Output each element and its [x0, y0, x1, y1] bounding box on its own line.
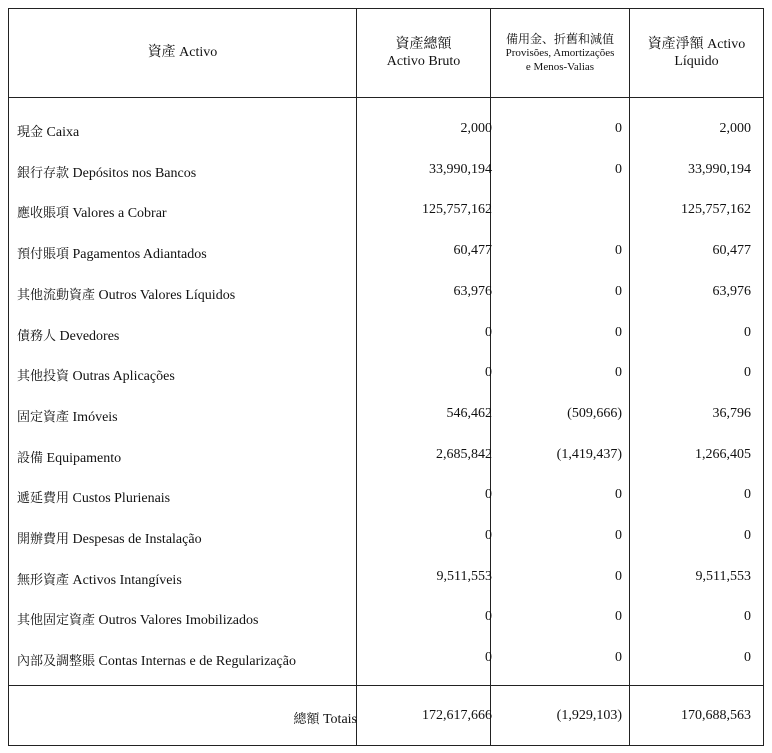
row-label: [17, 609, 258, 629]
table-row: [9, 640, 763, 680]
row-label: [17, 569, 182, 589]
header-divider: [9, 97, 763, 98]
row-label-zh: 應收賬項: [17, 206, 70, 222]
row-label: [17, 650, 296, 670]
row-label-pt: Activos Intangíveis: [72, 572, 182, 588]
row-label: [17, 406, 118, 426]
row-label-pt: Depósitos nos Bancos: [72, 165, 197, 181]
cell-provisoes: 0: [615, 650, 622, 666]
row-label: [17, 365, 175, 385]
row-label-pt: Imóveis: [72, 409, 118, 425]
row-label-zh: 開辦費用: [17, 532, 70, 547]
cell-activo-bruto: 60,477: [453, 243, 492, 259]
table-row: [9, 233, 763, 273]
row-label: [17, 202, 167, 222]
cell-activo-bruto: 0: [485, 650, 492, 666]
row-label-pt: Outros Valores Líquidos: [98, 287, 236, 303]
row-label: [17, 243, 207, 263]
row-label-zh: 其他流動資產: [17, 287, 96, 303]
cell-activo-bruto: 0: [485, 365, 492, 381]
row-label: [17, 162, 196, 182]
row-label-pt: Devedores: [59, 328, 120, 344]
cell-activo-bruto: 33,990,194: [429, 161, 492, 177]
table-row: [9, 477, 763, 517]
row-label-zh: 債務人: [17, 328, 57, 344]
cell-provisoes: 0: [615, 365, 622, 381]
row-label-pt: Caixa: [46, 125, 80, 140]
totals-provisoes: (1,929,103): [556, 708, 622, 723]
header-activo-text: 資產 Activo: [147, 45, 218, 61]
table-row: [9, 315, 763, 355]
cell-activo-liquido: 0: [744, 650, 751, 666]
cell-activo-liquido: 125,757,162: [681, 202, 751, 218]
header-provisoes-pt1: Provisões, Amortizações: [505, 46, 615, 59]
table-row: [9, 111, 763, 151]
cell-activo-bruto: 0: [485, 324, 492, 340]
cell-activo-liquido: 9,511,553: [695, 568, 751, 584]
row-label-pt: Despesas de Instalação: [72, 532, 202, 547]
table-row: [9, 355, 763, 395]
row-label-pt: Pagamentos Adiantados: [72, 247, 207, 263]
row-label-zh: 固定資產: [17, 409, 70, 425]
cell-activo-liquido: 0: [744, 487, 751, 503]
header-activo-bruto-pt: Activo Bruto: [386, 54, 461, 69]
cell-provisoes: 0: [615, 121, 622, 136]
table-row: [9, 396, 763, 436]
row-label-pt: Equipamento: [46, 450, 122, 466]
cell-activo-liquido: 63,976: [712, 283, 751, 299]
cell-activo-liquido: 1,266,405: [695, 446, 751, 462]
header-activo-liquido: [630, 9, 763, 97]
row-label: [17, 284, 235, 304]
cell-activo-liquido: 0: [744, 365, 751, 381]
cell-provisoes: 0: [615, 568, 622, 584]
row-label-pt: Outros Valores Imobilizados: [98, 613, 259, 629]
cell-activo-bruto: 2,685,842: [436, 446, 492, 462]
row-label-zh: 銀行存款: [17, 165, 70, 181]
header-provisoes: [491, 9, 629, 97]
totals-divider: [9, 685, 763, 686]
table-row: [9, 599, 763, 639]
row-label-zh: 遞延費用: [17, 491, 70, 507]
balance-sheet-table: [8, 8, 764, 746]
cell-activo-bruto: 63,976: [453, 283, 492, 299]
totals-label-zh: 總額: [293, 712, 320, 727]
cell-provisoes: 0: [615, 161, 622, 177]
cell-activo-liquido: 33,990,194: [688, 161, 751, 177]
row-label: [17, 325, 119, 345]
cell-activo-bruto: 546,462: [446, 405, 492, 421]
cell-provisoes: (1,419,437): [556, 446, 622, 462]
totals-activo-bruto: 172,617,666: [422, 708, 492, 723]
row-label: [17, 121, 79, 141]
cell-activo-liquido: 0: [744, 609, 751, 625]
cell-provisoes: 0: [615, 243, 622, 259]
row-label: [17, 528, 202, 548]
header-activo: [9, 9, 356, 97]
cell-provisoes: (509,666): [567, 405, 622, 421]
table-row: [9, 274, 763, 314]
cell-activo-bruto: 9,511,553: [436, 568, 492, 584]
header-activo-liquido-line1: 資產淨額 Activo: [647, 36, 746, 52]
cell-provisoes: 0: [615, 609, 622, 625]
cell-provisoes: 0: [615, 528, 622, 543]
cell-provisoes: 0: [615, 283, 622, 299]
row-label-zh: 設備: [17, 450, 44, 466]
row-label-pt: Contas Internas e de Regularização: [98, 654, 296, 670]
cell-activo-bruto: 2,000: [460, 121, 492, 136]
header-activo-liquido-line2: Líquido: [674, 54, 719, 69]
row-label-pt: Valores a Cobrar: [72, 206, 167, 222]
header-provisoes-zh: 備用金、折舊和減值: [505, 31, 614, 46]
cell-provisoes: 0: [615, 324, 622, 340]
row-label-pt: Custos Plurienais: [72, 491, 171, 507]
row-label-zh: 無形資產: [17, 572, 70, 588]
cell-activo-liquido: 36,796: [712, 405, 751, 421]
totals-label-pt: Totais: [322, 712, 357, 727]
table-row: [9, 559, 763, 599]
row-label-zh: 現金: [17, 125, 44, 140]
totals-label: [293, 708, 357, 728]
header-activo-bruto-zh: 資產總額: [395, 36, 452, 52]
row-label: [17, 487, 170, 507]
table-row: [9, 152, 763, 192]
cell-activo-bruto: 0: [485, 487, 492, 503]
cell-activo-liquido: 0: [744, 324, 751, 340]
header-provisoes-pt2: e Menos-Valias: [525, 60, 595, 73]
cell-activo-bruto: 125,757,162: [422, 202, 492, 218]
row-label-zh: 內部及調整賬: [17, 654, 96, 670]
cell-activo-liquido: 60,477: [712, 243, 751, 259]
table-row: [9, 192, 763, 232]
totals-activo-liquido: 170,688,563: [681, 708, 751, 723]
row-label: [17, 447, 121, 467]
cell-activo-bruto: 0: [485, 609, 492, 625]
totals-row: [9, 704, 763, 734]
row-label-pt: Outras Aplicações: [72, 369, 175, 385]
cell-provisoes: 0: [615, 487, 622, 503]
table-row: [9, 518, 763, 558]
cell-activo-liquido: 2,000: [719, 121, 751, 136]
row-label-zh: 其他投資: [17, 369, 70, 385]
row-label-zh: 預付賬項: [17, 247, 70, 263]
row-label-zh: 其他固定資產: [17, 613, 96, 629]
cell-activo-bruto: 0: [485, 528, 492, 543]
header-activo-bruto: [357, 9, 490, 97]
table-row: [9, 437, 763, 477]
cell-activo-liquido: 0: [744, 528, 751, 543]
